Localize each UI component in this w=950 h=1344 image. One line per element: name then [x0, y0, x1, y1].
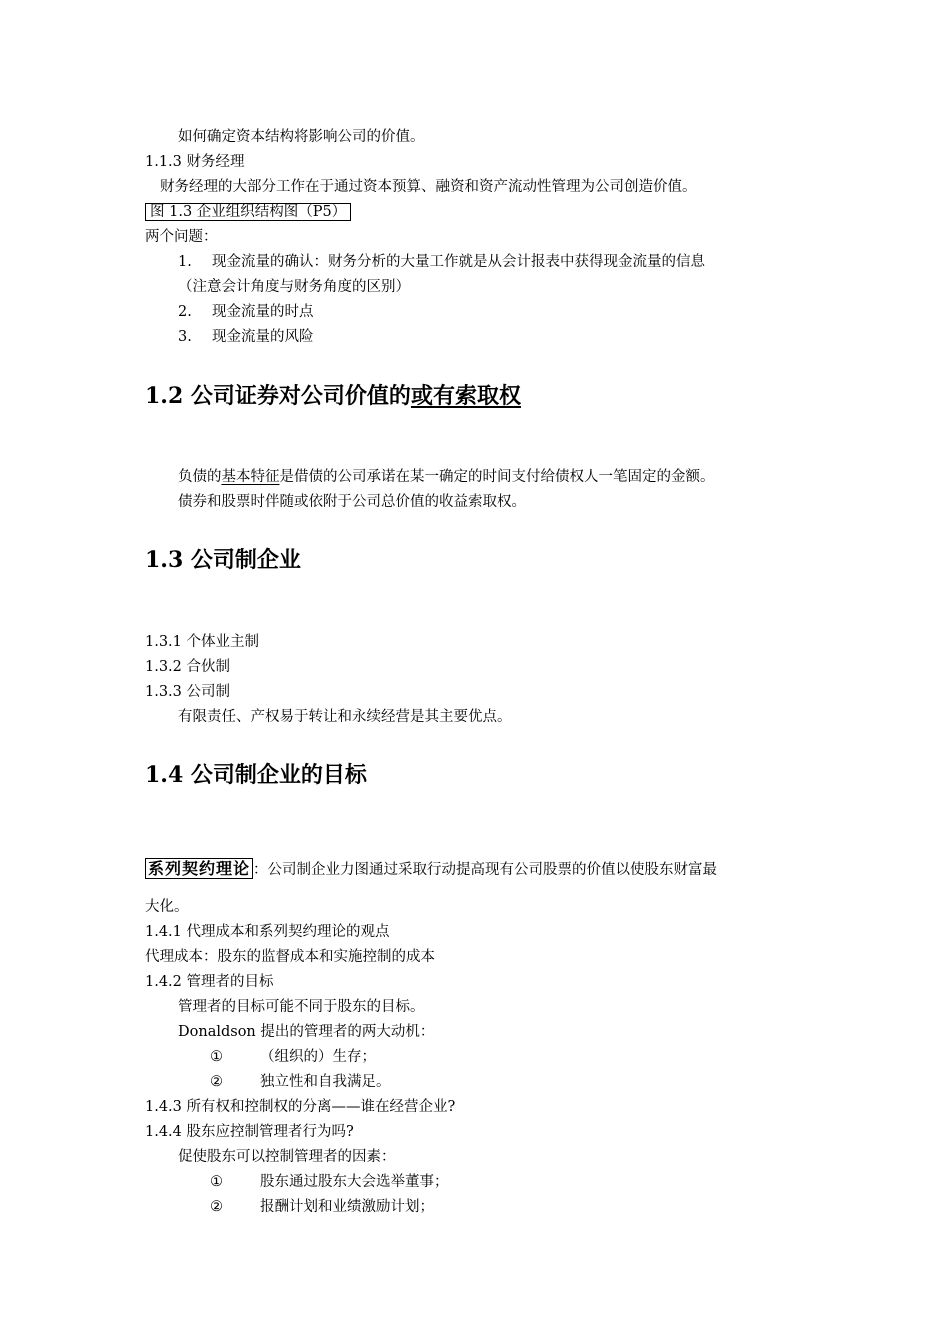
- subsection-heading: 1.4.4 股东应控制管理者行为吗?: [145, 1124, 354, 1140]
- subsection-heading: 1.3.1 个体业主制: [145, 634, 260, 650]
- subsection-heading: 1.4.3 所有权和控制权的分离——谁在经营企业?: [145, 1099, 456, 1115]
- list-item-continuation: （注意会计角度与财务角度的区别）: [178, 279, 410, 295]
- list-text: 现金流量的确认：财务分析的大量工作就是从会计报表中获得现金流量的信息: [212, 254, 705, 270]
- list-item: [178, 328, 314, 346]
- list-item: [178, 303, 314, 321]
- subsection-heading: 1.3.3 公司制: [145, 684, 231, 700]
- list-text: （组织的）生存；: [260, 1049, 376, 1065]
- paragraph-text: 是借债的公司承诺在某一确定的时间支付给债权人一笔固定的金额。: [279, 469, 715, 485]
- paragraph: 债券和股票时伴随或依附于公司总价值的收益索取权。: [178, 494, 526, 510]
- paragraph: [178, 468, 715, 486]
- section-heading: 1.3 公司制企业: [145, 547, 301, 573]
- list-marker: ①: [210, 1174, 223, 1190]
- list-item: [210, 1048, 376, 1066]
- boxed-term: 系列契约理论: [145, 858, 253, 879]
- section-heading: [145, 382, 521, 410]
- list-number: 2.: [178, 304, 192, 320]
- paragraph: 管理者的目标可能不同于股东的目标。: [178, 999, 425, 1015]
- paragraph: 两个问题：: [145, 229, 218, 245]
- subsection-heading: 1.4.2 管理者的目标: [145, 974, 274, 990]
- list-marker: ②: [210, 1074, 223, 1090]
- list-text: 现金流量的时点: [212, 304, 314, 320]
- list-marker: ②: [210, 1199, 223, 1215]
- paragraph: 财务经理的大部分工作在于通过资本预算、融资和资产流动性管理为公司创造价值。: [160, 179, 697, 195]
- subsection-heading: 1.4.1 代理成本和系列契约理论的观点: [145, 924, 390, 940]
- paragraph: 有限责任、产权易于转让和永续经营是其主要优点。: [178, 709, 512, 725]
- section-heading-text: 1.2 公司证券对公司价值的: [145, 383, 411, 409]
- paragraph: 代理成本：股东的监督成本和实施控制的成本: [145, 949, 435, 965]
- list-item: [210, 1073, 391, 1091]
- section-heading: 1.4 公司制企业的目标: [145, 762, 367, 788]
- figure-caption-box: 图 1.3 企业组织结构图（P5）: [145, 203, 351, 221]
- list-number: 3.: [178, 329, 192, 345]
- list-text: 股东通过股东大会选举董事；: [260, 1174, 449, 1190]
- list-item: [210, 1198, 434, 1216]
- list-item: [210, 1173, 449, 1191]
- paragraph-text: ：公司制企业力图通过采取行动提高现有公司股票的价值以使股东财富最: [253, 862, 718, 878]
- list-number: 1.: [178, 254, 192, 270]
- underlined-term: 基本特征: [221, 469, 280, 485]
- list-item: [178, 253, 705, 271]
- list-text: 现金流量的风险: [212, 329, 314, 345]
- list-text: 独立性和自我满足。: [260, 1074, 391, 1090]
- paragraph: Donaldson 提出的管理者的两大动机：: [178, 1024, 435, 1040]
- paragraph: [145, 860, 717, 879]
- paragraph: 促使股东可以控制管理者的因素：: [178, 1149, 396, 1165]
- list-text: 报酬计划和业绩激励计划；: [260, 1199, 434, 1215]
- paragraph: 大化。: [145, 899, 189, 915]
- paragraph-text: 负债的: [178, 469, 222, 485]
- list-marker: ①: [210, 1049, 223, 1065]
- subsection-heading: 1.3.2 合伙制: [145, 659, 231, 675]
- underlined-term: 或有索取权: [410, 383, 521, 409]
- figure-reference: [145, 203, 351, 221]
- subsection-heading: 1.1.3 财务经理: [145, 154, 245, 170]
- paragraph: 如何确定资本结构将影响公司的价值。: [178, 129, 425, 145]
